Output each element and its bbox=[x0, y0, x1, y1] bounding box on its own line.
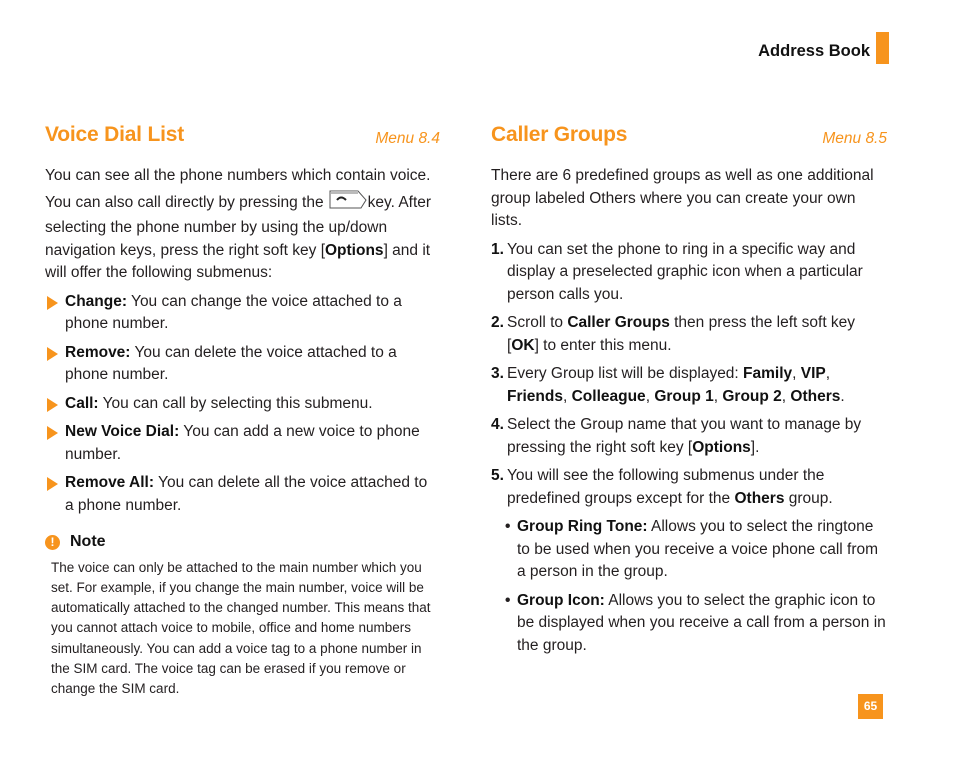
intro-paragraph bbox=[45, 165, 440, 285]
arrow-bullet-icon bbox=[47, 347, 58, 361]
intro-text: You can see all the phone numbers which contain voice. You can also call directly by pressing the bbox=[45, 167, 431, 211]
step-number: 2. bbox=[491, 314, 504, 331]
list-item bbox=[45, 421, 440, 466]
item-text: Allows you to select the ringtone to be used when you receive a voice phone call from a person in the group. bbox=[517, 518, 879, 580]
warning-icon: ! bbox=[45, 535, 60, 550]
arrow-bullet-icon bbox=[47, 477, 58, 491]
group-name: Friends bbox=[507, 387, 563, 405]
step-item bbox=[491, 239, 887, 307]
menu-number: Menu 8.4 bbox=[375, 130, 440, 147]
note-text: The voice can only be attached to the main number which you set. For example, if you change the main number, voice will be automatically attached to the changed number. This means that you cannot attach voice to mobile, office and home numbers simultaneously. You can add a voice tag to a phone number in the SIM card. The voice tag can be erased if you remove or change the SIM card. bbox=[51, 559, 431, 697]
separator: , bbox=[781, 387, 791, 405]
options-key: Options bbox=[692, 438, 751, 456]
item-label: Call: bbox=[65, 394, 99, 412]
steps-list bbox=[491, 239, 887, 658]
group-name: Others bbox=[734, 489, 785, 507]
group-name: Group 1 bbox=[654, 387, 714, 405]
item-text: Allows you to select the graphic icon to be displayed when you receive a call from a person in the group. bbox=[517, 591, 886, 654]
item-label: New Voice Dial: bbox=[65, 423, 180, 440]
list-item bbox=[45, 393, 440, 416]
group-name: Family bbox=[743, 365, 793, 382]
item-text: You can change the voice attached to a phone number. bbox=[65, 292, 402, 332]
step-text: ] to enter this menu. bbox=[534, 336, 672, 354]
list-item bbox=[491, 516, 887, 584]
group-name: Colleague bbox=[571, 387, 646, 405]
options-key: Options bbox=[325, 241, 384, 259]
note-title: Note bbox=[70, 533, 106, 550]
item-text: You can call by selecting this submenu. bbox=[98, 394, 373, 412]
step-text: then press the left soft key [ bbox=[507, 314, 856, 354]
menu-number: Menu 8.5 bbox=[822, 130, 887, 147]
item-text: You can add a new voice to phone number. bbox=[65, 423, 420, 463]
section-title: Voice Dial List bbox=[45, 123, 184, 146]
header-title: Address Book bbox=[758, 42, 870, 60]
step-item bbox=[491, 414, 887, 459]
group-name: VIP bbox=[800, 365, 826, 382]
separator: , bbox=[713, 387, 723, 405]
send-key-icon bbox=[328, 188, 368, 218]
step-text: Every Group list will be displayed: bbox=[507, 365, 744, 382]
step-number: 1. bbox=[491, 240, 504, 258]
step-item bbox=[491, 312, 887, 357]
voice-dial-list-section bbox=[45, 124, 440, 700]
intro-text: ] and it will offer the following submenus: bbox=[45, 241, 431, 281]
header-accent-bar bbox=[876, 32, 889, 64]
intro-text: key. After selecting the phone number by using the up/down navigation keys, press the right soft key [ bbox=[45, 193, 432, 259]
step-number: 5. bbox=[491, 467, 504, 484]
caller-groups-section bbox=[491, 124, 887, 663]
arrow-bullet-icon bbox=[47, 426, 58, 440]
bullet-icon: • bbox=[505, 518, 511, 535]
separator: , bbox=[645, 387, 655, 405]
list-item bbox=[491, 590, 887, 658]
submenu-list bbox=[491, 516, 887, 657]
step-item bbox=[491, 363, 887, 408]
step-item bbox=[491, 465, 887, 657]
page-number: 65 bbox=[858, 694, 883, 719]
submenu-list bbox=[45, 291, 440, 518]
step-number: 4. bbox=[491, 416, 504, 433]
separator: . bbox=[840, 387, 845, 405]
item-label: Remove All: bbox=[65, 474, 155, 491]
menu-name: Caller Groups bbox=[567, 314, 670, 331]
list-item bbox=[45, 291, 440, 336]
section-title: Caller Groups bbox=[491, 123, 628, 146]
item-label: Change: bbox=[65, 292, 127, 310]
step-text: You can set the phone to ring in a specific way and display a preselected graphic icon when a particular person calls you. bbox=[507, 240, 863, 303]
item-text: You can delete the voice attached to a phone number. bbox=[65, 343, 397, 383]
arrow-bullet-icon bbox=[47, 296, 58, 310]
step-text: Select the Group name that you want to manage by pressing the right soft key [ bbox=[507, 416, 862, 456]
ok-key: OK bbox=[511, 336, 535, 354]
item-label: Remove: bbox=[65, 343, 131, 361]
section-header bbox=[45, 124, 440, 156]
section-header bbox=[491, 124, 887, 156]
step-text: ]. bbox=[750, 438, 760, 456]
group-name: Group 2 bbox=[722, 387, 782, 405]
list-item bbox=[45, 472, 440, 517]
step-text: Scroll to bbox=[507, 314, 568, 331]
group-name: Others bbox=[790, 387, 841, 405]
separator: , bbox=[825, 365, 831, 382]
list-item bbox=[45, 342, 440, 387]
item-label: Group Icon: bbox=[517, 591, 605, 609]
item-text: You can delete all the voice attached to a phone number. bbox=[65, 474, 428, 514]
separator: , bbox=[562, 387, 572, 405]
note-heading bbox=[45, 531, 440, 554]
intro-paragraph: There are 6 predefined groups as well as one additional group labeled Others where you can create your own lists. bbox=[491, 167, 874, 229]
arrow-bullet-icon bbox=[47, 398, 58, 412]
step-number: 3. bbox=[491, 365, 504, 382]
separator: , bbox=[792, 365, 801, 382]
step-text: group. bbox=[784, 489, 833, 507]
item-label: Group Ring Tone: bbox=[517, 518, 648, 535]
step-text: You will see the following submenus under the predefined groups except for the bbox=[507, 467, 825, 507]
bullet-icon: • bbox=[505, 591, 511, 609]
